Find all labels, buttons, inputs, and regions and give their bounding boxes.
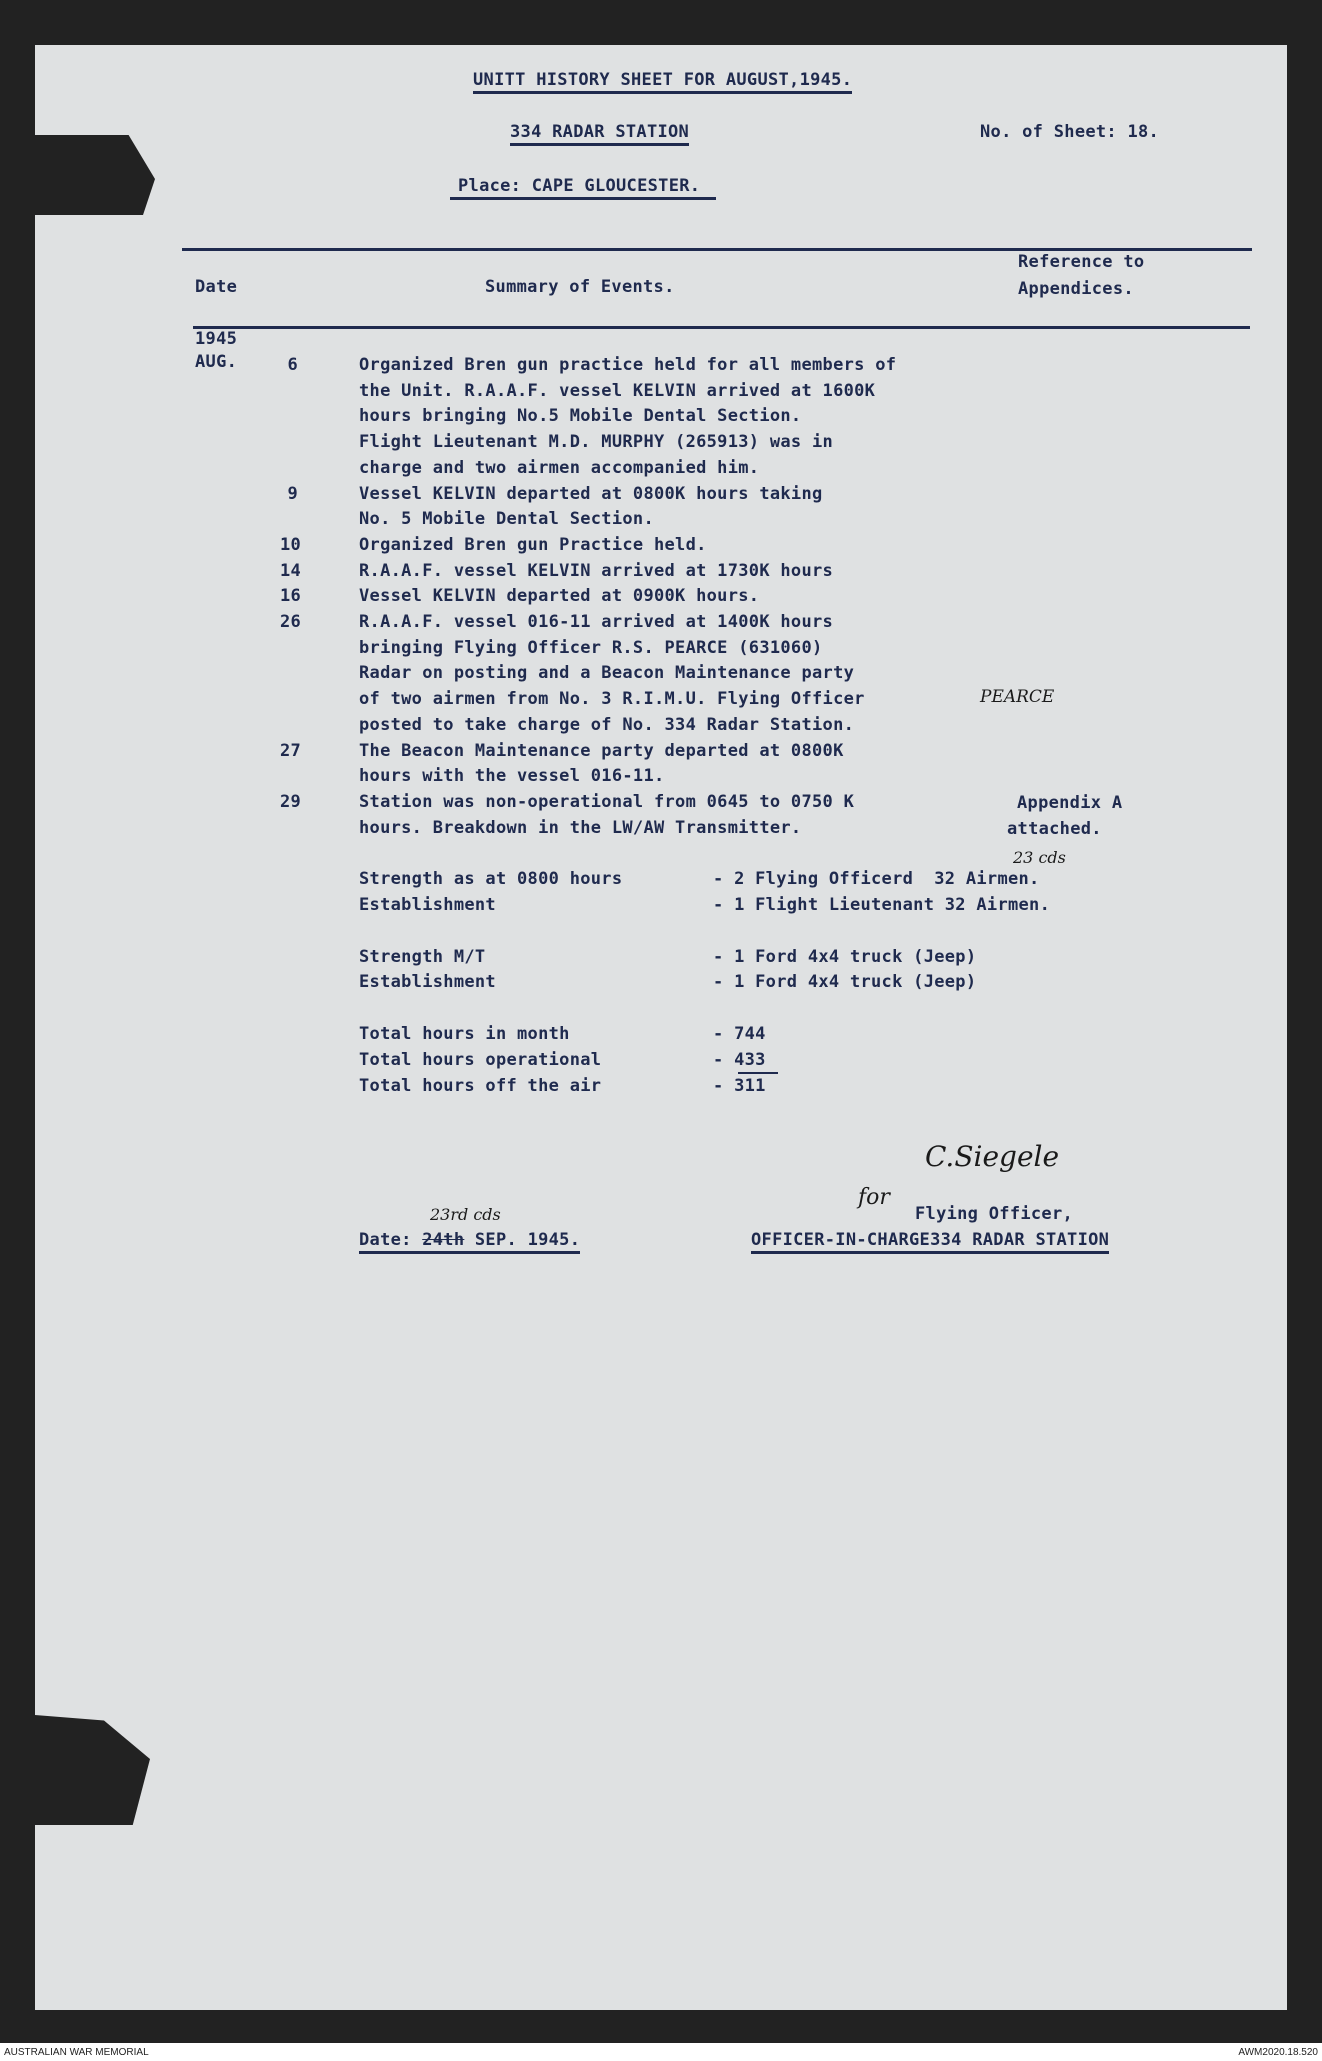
handwritten-date: 23rd cds bbox=[430, 1205, 501, 1224]
hours-operational-label: Total hours operational bbox=[359, 1050, 602, 1070]
col-date: Date bbox=[195, 277, 238, 297]
col-ref-2: Appendices. bbox=[1018, 279, 1134, 299]
appendix-line-1: Appendix A bbox=[1017, 793, 1123, 813]
entry-line: hours. Breakdown in the LW/AW Transmitter. bbox=[359, 817, 802, 838]
entry-line: of two airmen from No. 3 R.I.M.U. Flying Officer bbox=[359, 689, 865, 710]
sheet-number: No. of Sheet: 18. bbox=[980, 122, 1160, 142]
hours-off-value: - 311 bbox=[713, 1076, 766, 1096]
entry-line: No. 5 Mobile Dental Section. bbox=[359, 509, 654, 530]
entry-day: 16 bbox=[280, 586, 302, 607]
entry-day: 27 bbox=[280, 740, 302, 761]
hours-underline bbox=[738, 1072, 778, 1074]
entry-day: 14 bbox=[280, 560, 302, 581]
entry-day: 9 bbox=[287, 483, 298, 504]
entry-day: 10 bbox=[280, 534, 302, 555]
hours-operational-value: - 433 bbox=[713, 1050, 766, 1070]
date-prefix: Date: bbox=[359, 1230, 423, 1250]
entry-line: hours with the vessel 016-11. bbox=[359, 766, 665, 787]
unit-name: 334 RADAR STATION bbox=[510, 122, 689, 146]
entry-line: Vessel KELVIN departed at 0900K hours. bbox=[359, 586, 760, 607]
date-rest: SEP. 1945. bbox=[464, 1230, 581, 1250]
entry-line: Organized Bren gun Practice held. bbox=[359, 534, 707, 555]
entry-line: hours bringing No.5 Mobile Dental Section. bbox=[359, 406, 802, 427]
footer-strip bbox=[0, 2043, 1322, 2061]
signature-title: OFFICER-IN-CHARGE334 RADAR STATION bbox=[751, 1230, 1109, 1254]
establishment-value: - 1 Flight Lieutenant 32 Airmen. bbox=[713, 895, 1051, 915]
entry-line: posted to take charge of No. 334 Radar Station. bbox=[359, 714, 855, 735]
hours-month-label: Total hours in month bbox=[359, 1024, 570, 1044]
place: Place: CAPE GLOUCESTER. bbox=[450, 176, 716, 200]
entry-day: 26 bbox=[280, 612, 302, 632]
entry-day: 29 bbox=[280, 791, 302, 812]
entry-line: charge and two airmen accompanied him. bbox=[359, 457, 760, 478]
entry-line: Flight Lieutenant M.D. MURPHY (265913) was in bbox=[359, 432, 834, 453]
rule-top bbox=[182, 248, 1252, 251]
col-ref-1: Reference to bbox=[1018, 252, 1145, 272]
rule-header bbox=[193, 326, 1250, 329]
footer-left: AUSTRALIAN WAR MEMORIAL bbox=[4, 2047, 149, 2058]
entry-line: Radar on posting and a Beacon Maintenance party bbox=[359, 663, 855, 684]
mt-strength-label: Strength M/T bbox=[359, 947, 486, 967]
entry-day: 6 bbox=[287, 355, 298, 375]
hours-off-label: Total hours off the air bbox=[359, 1076, 602, 1096]
date-line bbox=[359, 1230, 580, 1254]
strength-value: - 2 Flying Officerd 32 Airmen. bbox=[713, 869, 1040, 889]
entry-line: R.A.A.F. vessel KELVIN arrived at 1730K hours bbox=[359, 560, 834, 581]
mt-establishment-value: - 1 Ford 4x4 truck (Jeep) bbox=[713, 972, 977, 992]
month: AUG. bbox=[195, 352, 238, 372]
mt-strength-value: - 1 Ford 4x4 truck (Jeep) bbox=[713, 947, 977, 967]
footer-right: AWM2020.18.520 bbox=[1238, 2047, 1318, 2058]
signature-for: for bbox=[858, 1185, 890, 1210]
establishment-label: Establishment bbox=[359, 895, 496, 915]
entry-line: bringing Flying Officer R.S. PEARCE (631060) bbox=[359, 637, 823, 658]
entry-line: the Unit. R.A.A.F. vessel KELVIN arrived at 1600K bbox=[359, 380, 876, 401]
entry-line: Organized Bren gun practice held for all members of bbox=[359, 355, 897, 375]
entry-line: Station was non-operational from 0645 to 0750 K bbox=[359, 791, 855, 812]
mt-establishment-label: Establishment bbox=[359, 972, 496, 992]
handwritten-23: 23 cds bbox=[1013, 848, 1066, 867]
entry-line: R.A.A.F. vessel 016-11 arrived at 1400K hours bbox=[359, 612, 834, 632]
sheet-title: UNITT HISTORY SHEET FOR AUGUST,1945. bbox=[473, 70, 852, 94]
entry-line: The Beacon Maintenance party departed at 0800K bbox=[359, 740, 844, 761]
year: 1945 bbox=[195, 329, 238, 349]
appendix-line-2: attached. bbox=[1007, 819, 1102, 839]
signature: C.Siegele bbox=[925, 1140, 1060, 1173]
handwritten-pearce: PEARCE bbox=[980, 687, 1055, 707]
entry-line: Vessel KELVIN departed at 0800K hours taking bbox=[359, 483, 823, 504]
date-struck: 24th bbox=[422, 1230, 465, 1250]
hours-month-value: - 744 bbox=[713, 1024, 766, 1044]
signature-rank: Flying Officer, bbox=[915, 1204, 1074, 1224]
col-summary: Summary of Events. bbox=[485, 277, 675, 297]
strength-label: Strength as at 0800 hours bbox=[359, 869, 623, 889]
